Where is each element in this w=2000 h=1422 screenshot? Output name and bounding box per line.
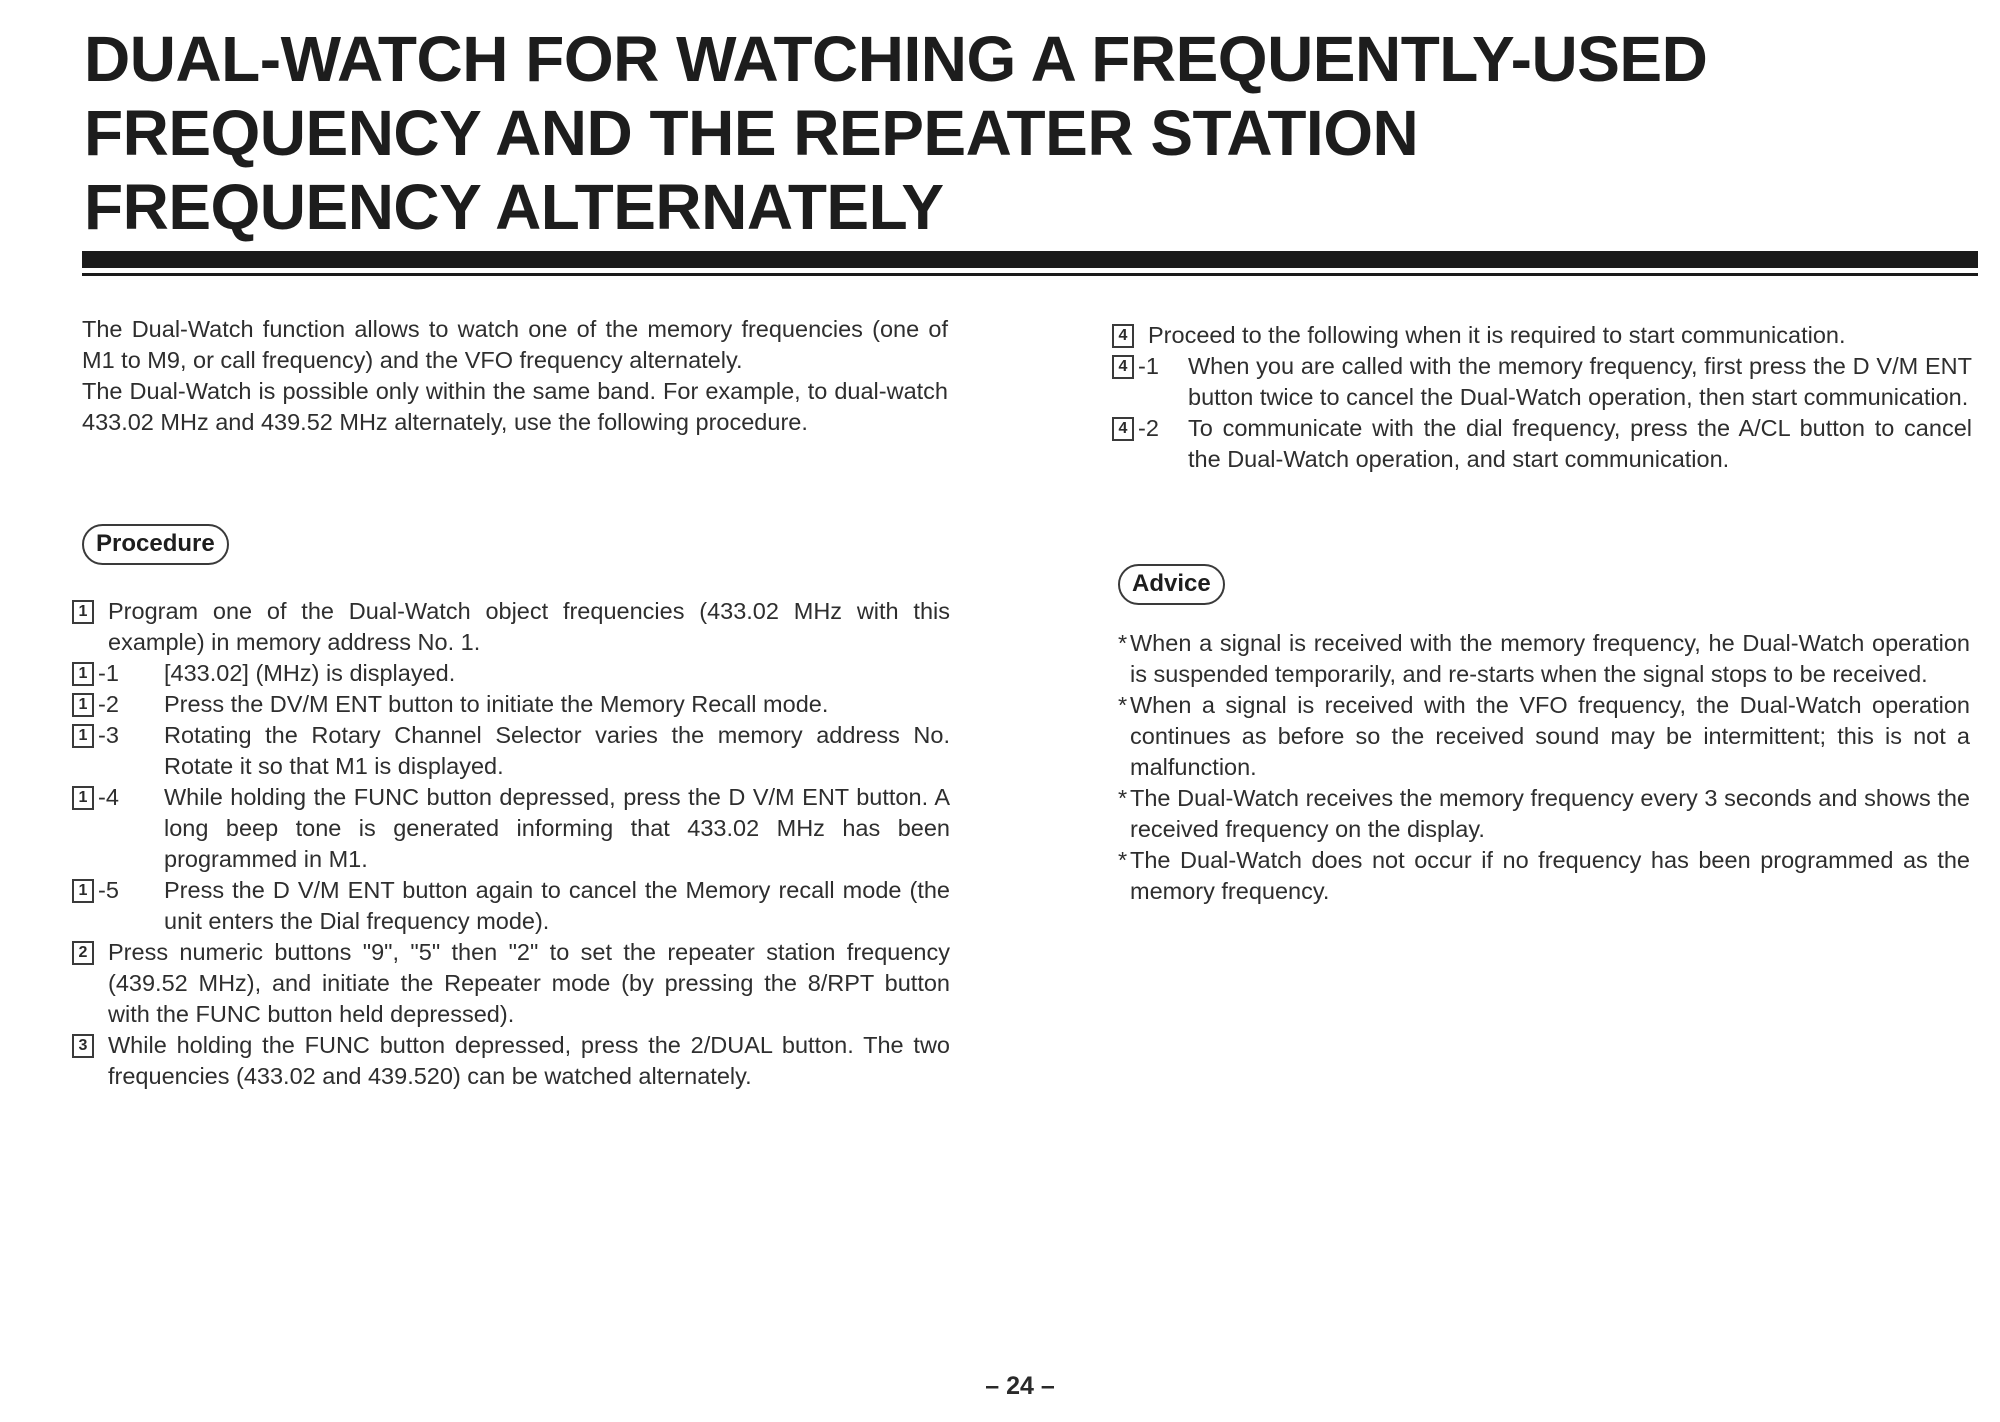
procedure-substep <box>72 658 950 689</box>
procedure-substep <box>72 689 950 720</box>
procedure-substep <box>1112 351 1972 413</box>
advice-list <box>1118 628 1970 907</box>
advice-text: When a signal is received with the VFO frequency, the Dual-Watch operation continues as before so the received sound may be intermittent; this is not a malfunction. <box>1130 692 1970 780</box>
bullet-star: * <box>1118 630 1128 656</box>
step-number-box: 1 <box>72 600 94 624</box>
title-line-3: FREQUENCY ALTERNATELY <box>84 171 944 243</box>
step-number-box: 1 <box>72 786 94 810</box>
step-number-box: 1 <box>72 879 94 903</box>
procedure-step <box>72 596 950 658</box>
step-text: While holding the FUNC button depressed, press the 2/DUAL button. The two frequencies (433.02 and 439.520) can be watched alternately. <box>108 1032 950 1089</box>
step-text: Program one of the Dual-Watch object frequencies (433.02 MHz with this example) in memory address No. 1. <box>108 598 950 655</box>
advice-item <box>1118 690 1970 783</box>
step-text: [433.02] (MHz) is displayed. <box>164 660 456 686</box>
advice-text: The Dual-Watch receives the memory frequency every 3 seconds and shows the received frequency on the display. <box>1130 785 1970 842</box>
bullet-star: * <box>1118 785 1128 811</box>
step-number-box: 1 <box>72 662 94 686</box>
step-number-box: 1 <box>72 724 94 748</box>
substep-suffix: -5 <box>98 877 119 903</box>
advice-item <box>1118 783 1970 845</box>
advice-badge: Advice <box>1118 564 1225 605</box>
procedure-step <box>72 1030 950 1092</box>
advice-text: The Dual-Watch does not occur if no frequency has been programmed as the memory frequency. <box>1130 847 1970 904</box>
procedure-step <box>1112 320 1972 351</box>
advice-item <box>1118 628 1970 690</box>
procedure-substep <box>1112 413 1972 475</box>
step-text: Rotating the Rotary Channel Selector varies the memory address No. Rotate it so that M1 is displayed. <box>164 722 950 779</box>
advice-text: When a signal is received with the memory frequency, he Dual-Watch operation is suspended temporarily, and re-starts when the signal stops to be received. <box>1130 630 1970 687</box>
advice-item <box>1118 845 1970 907</box>
procedure-steps <box>72 596 950 1092</box>
title-rule-thick <box>82 251 1978 268</box>
page-title <box>84 22 1964 244</box>
procedure-substep <box>72 875 950 937</box>
substep-suffix: -1 <box>98 660 119 686</box>
procedure-substep <box>72 782 950 875</box>
step-text: Proceed to the following when it is required to start communication. <box>1148 322 1846 348</box>
step-text: Press the DV/M ENT button to initiate the Memory Recall mode. <box>164 691 829 717</box>
step-number-box: 2 <box>72 941 94 965</box>
step-text: When you are called with the memory frequency, first press the D V/M ENT button twice to cancel the Dual-Watch operation, then start communication. <box>1188 353 1972 410</box>
intro-section <box>82 314 948 438</box>
step-number-box: 4 <box>1112 324 1134 348</box>
title-line-2: FREQUENCY AND THE REPEATER STATION <box>84 97 1419 169</box>
intro-paragraph-1: The Dual-Watch function allows to watch one of the memory frequencies (one of M1 to M9, or call frequency) and the VFO frequency alternately. <box>82 316 948 373</box>
step-text: While holding the FUNC button depressed, press the D V/M ENT button. A long beep tone is generated informing that 433.02 MHz has been programmed in M1. <box>164 784 950 872</box>
step-number-box: 3 <box>72 1034 94 1058</box>
step-text: Press the D V/M ENT button again to cancel the Memory recall mode (the unit enters the Dial frequency mode). <box>164 877 950 934</box>
step-number-box: 4 <box>1112 417 1134 441</box>
bullet-star: * <box>1118 847 1128 873</box>
step-number-box: 4 <box>1112 355 1134 379</box>
step-text: To communicate with the dial frequency, press the A/CL button to cancel the Dual-Watch operation, and start communication. <box>1188 415 1972 472</box>
title-line-1: DUAL-WATCH FOR WATCHING A FREQUENTLY-USED <box>84 23 1708 95</box>
substep-suffix: -2 <box>1138 415 1159 441</box>
substep-suffix: -3 <box>98 722 119 748</box>
substep-suffix: -4 <box>98 784 119 810</box>
step-number-box: 1 <box>72 693 94 717</box>
intro-paragraph-2: The Dual-Watch is possible only within the same band. For example, to dual-watch 433.02 MHz and 439.52 MHz alternately, use the following procedure. <box>82 378 948 435</box>
procedure-badge: Procedure <box>82 524 229 565</box>
substep-suffix: -1 <box>1138 353 1159 379</box>
continued-steps <box>1112 320 1972 475</box>
substep-suffix: -2 <box>98 691 119 717</box>
step-text: Press numeric buttons "9", "5" then "2" to set the repeater station frequency (439.52 MHz), and initiate the Repeater mode (by pressing the 8/RPT button with the FUNC button held depressed). <box>108 939 950 1027</box>
page-number: – 24 – <box>985 1372 1055 1400</box>
bullet-star: * <box>1118 692 1128 718</box>
title-rule-thin <box>82 273 1978 276</box>
procedure-step <box>72 937 950 1030</box>
procedure-substep <box>72 720 950 782</box>
